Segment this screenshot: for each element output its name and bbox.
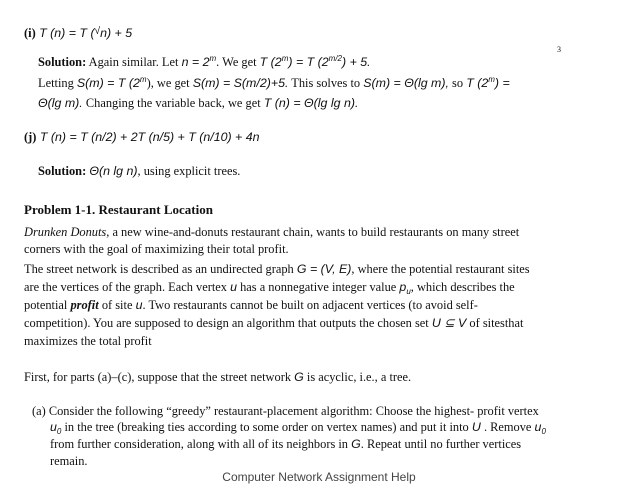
math: U ⊆ V: [431, 316, 467, 330]
text: The street network is described as an undirected graph: [24, 262, 294, 276]
text: . Two restaurants cannot be built on adjacent vertices (to avoid self-: [142, 298, 478, 312]
problem-p3: [24, 370, 411, 385]
math: Θ(lg m).: [38, 96, 83, 110]
part-i-solution-line-1: [38, 55, 371, 70]
math: S(m) = S(m/2)+5.: [192, 76, 289, 90]
radical-icon: √: [94, 26, 101, 37]
text: are the vertices of the graph. Each vertex: [24, 280, 227, 294]
part-a-line-2: [50, 420, 546, 435]
text: Again similar. Let: [88, 55, 179, 69]
problem-p2-line-2: [24, 280, 515, 295]
solution-label: Solution:: [38, 164, 87, 178]
text: This solves to: [291, 76, 361, 90]
math: u: [230, 280, 237, 294]
text: ), we get: [146, 76, 190, 90]
text: is acyclic, i.e., a tree.: [306, 370, 412, 384]
text: of site: [101, 298, 133, 312]
math: U: [471, 420, 481, 434]
text: from further consideration, along with all of its neighbors in: [50, 437, 348, 451]
part-a-line-3: [50, 437, 521, 452]
math: G: [294, 370, 304, 384]
math: u: [135, 298, 143, 312]
text: , using explicit trees.: [137, 164, 241, 178]
footer-watermark: Computer Network Assignment Help: [222, 470, 416, 484]
text: of sitesthat: [469, 316, 524, 330]
problem-p2-line-1: [24, 262, 530, 277]
text: , where the potential restaurant sites: [351, 262, 530, 276]
text: , which describes the: [410, 280, 515, 294]
part-j-solution: [38, 164, 240, 179]
problem-p2-line-4: [24, 316, 523, 331]
math: T $(2^m)$ =: [466, 75, 510, 90]
part-i-eq-a: T (n) = T (: [39, 26, 95, 40]
text: in the tree (breaking ties according to some order on vertex names) and put it into: [64, 420, 469, 434]
part-a-line-4: remain.: [50, 454, 88, 468]
part-j-eq: T (n) = T (n/2) + 2T (n/5) + T (n/10) + 4n: [39, 130, 260, 144]
part-i-eq-b: n) + 5: [100, 26, 133, 40]
part-a-line-1: (a) Consider the following “greedy” restaurant-placement algorithm: Choose the highest- profit vertex: [32, 404, 539, 418]
math: G: [351, 437, 361, 451]
emphasis: profit: [70, 298, 99, 312]
text: . Repeat until no further vertices: [360, 437, 522, 451]
part-i-label: (i): [24, 26, 36, 40]
problem-p2-line-5: maximizes the total profit: [24, 334, 152, 348]
text: competition). You are supposed to design an algorithm that outputs the chosen set: [24, 316, 429, 330]
text: Changing the variable back, we get: [85, 96, 261, 110]
solution-label: Solution:: [38, 55, 87, 69]
math: $u_0$: [50, 420, 62, 436]
math: $u_0$: [534, 420, 546, 436]
problem-heading: Problem 1-1. Restaurant Location: [24, 202, 213, 217]
math: T (n) = Θ(lg lg n).: [263, 96, 359, 110]
part-i-solution-line-2: [38, 76, 510, 91]
math: $p_u$: [399, 280, 411, 296]
math: T $(2^m) = T$ $(2^{m/2}) + 5$.: [259, 54, 371, 69]
math: G = (V, E): [296, 262, 352, 276]
text: . We get: [216, 55, 257, 69]
problem-p2-line-3: [24, 298, 478, 313]
text: has a nonnegative integer value: [240, 280, 397, 294]
part-j-equation: [24, 130, 260, 145]
brand-name: Drunken Donuts: [24, 225, 107, 239]
part-i-solution-line-3: [38, 96, 358, 111]
part-j-label: (j): [24, 130, 37, 144]
problem-p1-line-2: corners with the goal of maximizing their total profit.: [24, 242, 289, 256]
text: . Remove: [483, 420, 532, 434]
text: so: [452, 76, 464, 90]
text: First, for parts (a)–(c), suppose that the street network: [24, 370, 292, 384]
part-i-equation: [24, 24, 132, 41]
problem-p1-line-1: [24, 225, 519, 240]
math: S(m) = Θ(lg m),: [363, 76, 449, 90]
math: Θ(n lg n): [89, 164, 138, 178]
page-number: 3: [557, 45, 561, 54]
text: potential: [24, 298, 68, 312]
text: Letting: [38, 76, 74, 90]
math: S(m) = T (2$^m$: [76, 75, 147, 90]
math: $n = 2^m$: [181, 54, 217, 69]
text: , a new wine-and-donuts restaurant chain, wants to build restaurants on many street: [106, 225, 520, 239]
